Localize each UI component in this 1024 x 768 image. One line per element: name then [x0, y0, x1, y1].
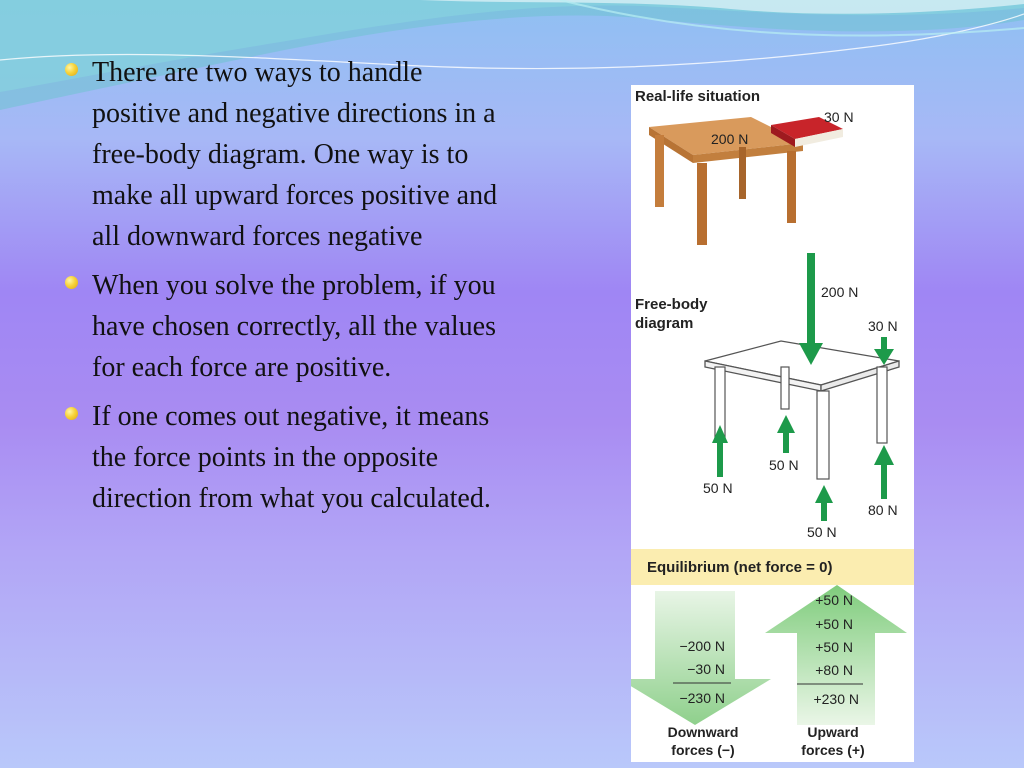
downward-caption-line2: forces (−) — [671, 742, 735, 758]
leg-force-label: 80 N — [868, 502, 898, 518]
real-life-table-force: 200 N — [711, 131, 749, 147]
upward-caption-line2: forces (+) — [801, 742, 865, 758]
bullet-item — [62, 396, 507, 519]
real-life-title: Real-life situation — [635, 88, 761, 105]
fbd-table-outline — [705, 341, 899, 479]
bullet-list — [62, 52, 507, 527]
bullet-text: There are two ways to handle positive and negative directions in a free-body diagram. One way is to make all upward forces positive and all downward forces negative — [92, 57, 498, 252]
fbd-table-force: 200 N — [821, 284, 859, 300]
leg-force-label: 50 N — [807, 524, 837, 540]
leg-force-label: 50 N — [703, 480, 733, 496]
bullet-item — [62, 52, 507, 257]
real-life-book-force: 30 N — [824, 109, 854, 125]
fbd-title-line1: Free-body — [635, 296, 708, 313]
fbd-book-force: 30 N — [868, 318, 898, 334]
upward-leg-force-arrow — [815, 485, 833, 521]
equilibrium-label: Equilibrium (net force = 0) — [647, 559, 833, 576]
bullet-item — [62, 265, 507, 388]
upward-term: +50 N — [815, 616, 853, 632]
bullet-text: If one comes out negative, it means the force points in the opposite direction from what you calculated. — [92, 401, 491, 514]
bullet-text: When you solve the problem, if you have chosen correctly, all the values for each force are positive. — [92, 270, 497, 383]
upward-term: +80 N — [815, 662, 853, 678]
downward-caption-line1: Downward — [667, 724, 739, 740]
upward-leg-force-arrow — [777, 415, 795, 453]
upward-caption-line1: Upward — [807, 724, 859, 740]
downward-term: −200 N — [679, 638, 725, 654]
bullet-dot-icon — [65, 407, 78, 420]
fbd-title-line2: diagram — [635, 315, 694, 332]
downward-total: −230 N — [679, 690, 725, 706]
free-body-diagram-figure — [631, 85, 914, 762]
upward-leg-force-arrow — [874, 445, 894, 499]
bullet-dot-icon — [65, 276, 78, 289]
downward-term: −30 N — [687, 661, 725, 677]
leg-force-label: 50 N — [769, 457, 799, 473]
upward-term: +50 N — [815, 592, 853, 608]
upward-term: +50 N — [815, 639, 853, 655]
bullet-dot-icon — [65, 63, 78, 76]
downward-200n-arrow — [799, 253, 823, 365]
upward-total: +230 N — [813, 691, 859, 707]
